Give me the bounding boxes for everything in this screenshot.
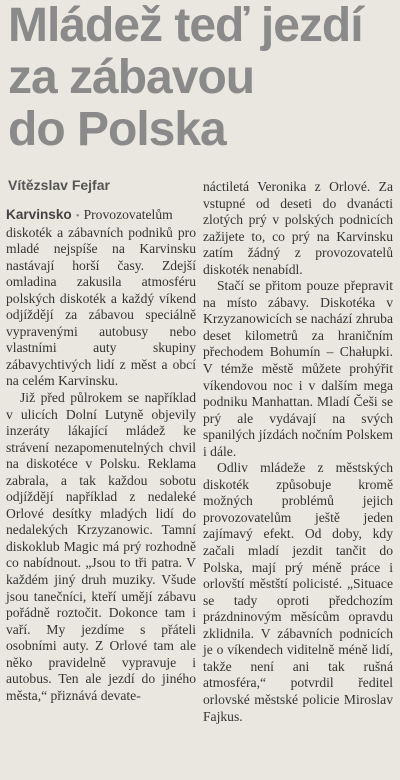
article-column-left bbox=[6, 207, 196, 704]
article-paragraph: náctiletá Veronika z Orlové. Za vstupné od deseti do dvanácti zlotých prý v polských podnicích zažijete to, co prý na Karvinsku zatím žádný z provozovatelů diskoték nenabídl. bbox=[203, 179, 393, 277]
dateline: Karvinsko bbox=[6, 207, 72, 222]
article-paragraph: Již před půlrokem se například v ulicích Dolní Lutyně objevily inzeráty lákající mládež ke strávení nezapomenutelných chvil na diskotéce v Polsku. Reklama zabrala, a tak každou sobotu odjíždějí například z nedaleké Orlové desítky mladých lidí do nedalekých Krzyzanowic. Tamní diskoklub Magic má prý rozhodně co nabídnout. „Jsou to tři patra. V každém jiný druh muziky. Všude jsou tanečníci, kteří umějí zábavu pořádně roztočit. Dokonce tam i vaří. My jezdíme s přáteli osobními auty. Z Orlové tam ale něko pravidelně vypravuje i autobus. Ten ale jezdí do jiného města,“ přiznává devate- bbox=[6, 390, 196, 703]
article-paragraph: Odliv mládeže z městských diskoték způsobuje kromě možných problémů jejich provozovatelům ještě jeden zajímavý efekt. Od doby, kdy začali mladí jezdit tančit do Polska, mají prý méně práce i orlovští městští policisté. „Situace se tady oproti předchozím prázdninovým měsícům opravdu zklidnila. V zábavních podnicích je o víkendech viditelně méně lidí, takže není ani tak rušná atmosféra,“ potvrdil ředitel orlovské městské policie Miroslav Fajkus. bbox=[203, 460, 393, 724]
byline: Vítězslav Fejfar bbox=[8, 177, 110, 193]
headline-line: do Polska bbox=[8, 103, 226, 156]
article-paragraph: Stačí se přitom pouze přepravit na místo zábavy. Diskotéka v Krzyzanowicích se nachází zhruba deset kilometrů za hraničním přechodem Bohumín – Chałupki. V témže městě můžete prohýřit víkendovou noc i v dalším mega podniku Manhattan. Mladí Češi se prý ale vydávají na svých spanilých jízdách nočním Polskem i dále. bbox=[203, 278, 393, 459]
headline-line: Mládež teď jezdí bbox=[8, 0, 363, 52]
headline bbox=[8, 0, 398, 156]
dateline-separator: • bbox=[75, 210, 80, 222]
headline-line: za zábavou bbox=[8, 51, 255, 104]
paragraph-text: Provozovatelům diskoték a zábavních podniků pro mladé nejspíše na Karvinsku nastávají horší časy. Zdejší omladina zakusila atmosféru polských diskoték a každý víkend odjíždějí za zábavou speciálně vypravenými autobusy nebo vlastními auty skupiny zábavychtivých lidí z měst a obcí na celém Karvinsku. bbox=[6, 207, 196, 389]
article-column-right bbox=[203, 179, 393, 725]
article-paragraph bbox=[6, 207, 196, 390]
